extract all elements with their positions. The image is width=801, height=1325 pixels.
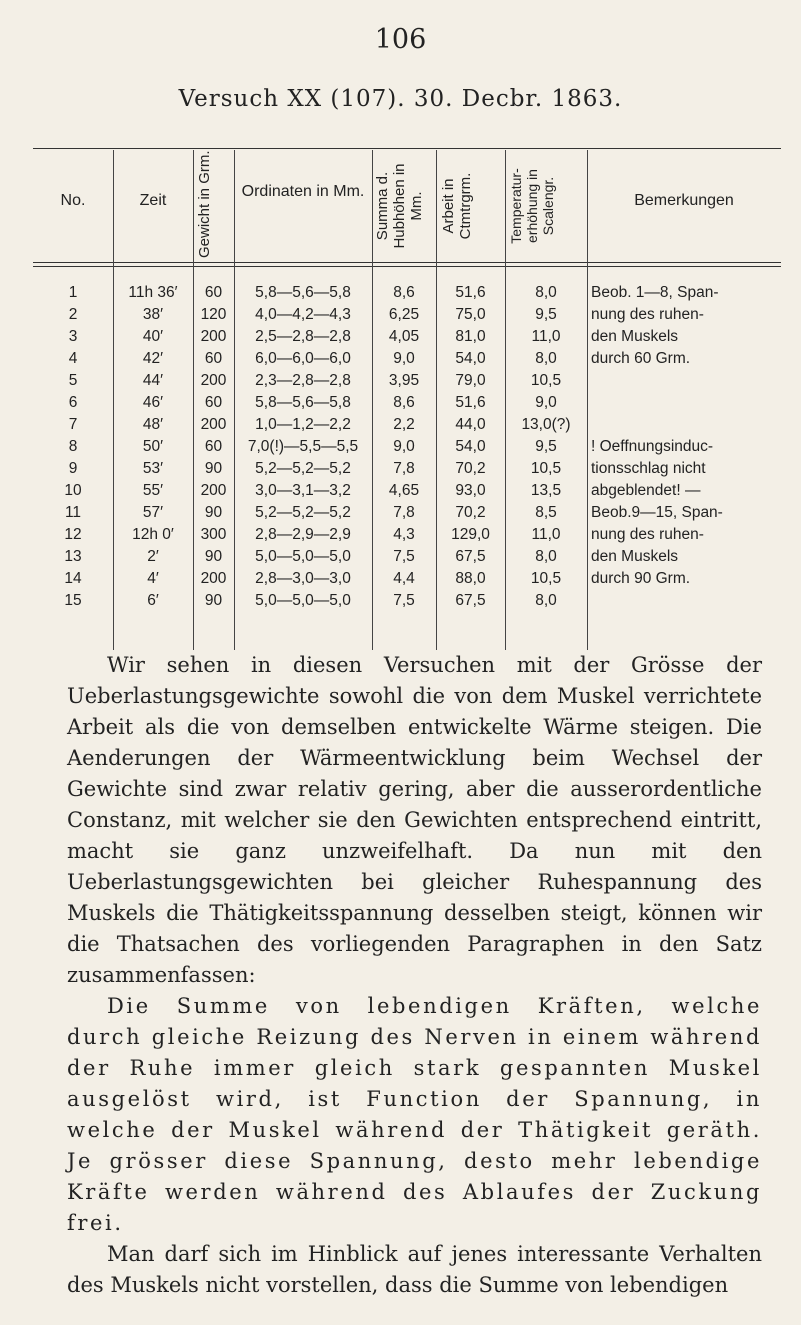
cell-temp: 8,0 [535, 548, 557, 565]
cell-gewicht: 60 [204, 394, 223, 411]
remark-line: tionsschlag nicht [591, 460, 706, 477]
cell-gewicht: 60 [204, 350, 223, 367]
cell-arbeit: 129,0 [451, 526, 490, 543]
cell-arbeit: 75,0 [455, 306, 486, 323]
cell-gewicht: 200 [200, 570, 227, 587]
cell-summa: 7,5 [393, 592, 415, 609]
cell-temp: 8,0 [535, 284, 557, 301]
cell-no: 9 [68, 460, 78, 477]
header-arbeit: Arbeit in Ctmtrgrm. [440, 172, 474, 240]
remark-line: Beob.9—15, Span- [591, 504, 723, 521]
remark-line: den Muskels [591, 548, 679, 565]
cell-gewicht: 300 [200, 526, 227, 543]
header-summa: Summa d. Hubhöhen in Mm. [374, 163, 425, 249]
header-gewicht: Gewicht in Grm. [196, 150, 213, 258]
cell-gewicht: 90 [204, 504, 223, 521]
remark-line: nung des ruhen- [591, 306, 704, 323]
cell-zeit: 50′ [142, 438, 164, 455]
cell-temp: 8,5 [535, 504, 557, 521]
experiment-title: Versuch XX (107). 30. Decbr. 1863. [178, 86, 623, 112]
cell-no: 10 [64, 482, 82, 499]
remark-line: ! Oeffnungsinduc- [591, 438, 714, 455]
page-number: 106 [374, 24, 427, 55]
header-bemerkungen: Bemerkungen [634, 192, 734, 209]
cell-summa: 7,8 [393, 504, 415, 521]
cell-gewicht: 120 [200, 306, 227, 323]
cell-no: 3 [68, 328, 78, 345]
header-no: No. [60, 192, 86, 209]
remark-line: durch 60 Grm. [591, 350, 691, 367]
cell-zeit: 11h 36′ [128, 284, 178, 301]
cell-summa: 4,05 [388, 328, 420, 345]
cell-gewicht: 200 [200, 482, 227, 499]
cell-zeit: 53′ [142, 460, 164, 477]
body-text [67, 650, 762, 1301]
cell-arbeit: 67,5 [455, 592, 486, 609]
cell-gewicht: 90 [204, 548, 223, 565]
cell-ordinaten: 2,5—2,8—2,8 [255, 328, 351, 345]
remark-line: Beob. 1—8, Span- [591, 284, 719, 301]
cell-temp: 8,0 [535, 350, 557, 367]
cell-summa: 4,3 [393, 526, 415, 543]
cell-no: 14 [64, 570, 82, 587]
cell-summa: 2,2 [393, 416, 415, 433]
cell-zeit: 48′ [142, 416, 164, 433]
column-divider [587, 150, 588, 650]
cell-temp: 11,0 [531, 526, 561, 543]
cell-ordinaten: 2,8—2,9—2,9 [255, 526, 351, 543]
cell-arbeit: 51,6 [455, 394, 486, 411]
cell-summa: 9,0 [393, 438, 415, 455]
cell-arbeit: 81,0 [455, 328, 486, 345]
cell-summa: 8,6 [393, 394, 415, 411]
cell-ordinaten: 6,0—6,0—6,0 [255, 350, 351, 367]
cell-summa: 7,8 [393, 460, 415, 477]
cell-ordinaten: 5,2—5,2—5,2 [255, 504, 351, 521]
cell-arbeit: 93,0 [455, 482, 486, 499]
header-temperatur: Temperatur-erhöhung in Scalengr. [508, 168, 556, 244]
header-rule [33, 262, 781, 263]
cell-no: 5 [68, 372, 78, 389]
cell-no: 8 [68, 438, 78, 455]
cell-arbeit: 54,0 [455, 350, 486, 367]
cell-gewicht: 200 [200, 328, 227, 345]
cell-ordinaten: 5,8—5,6—5,8 [255, 394, 351, 411]
cell-temp: 9,5 [535, 438, 557, 455]
header-rule-double [33, 266, 781, 267]
cell-no: 15 [64, 592, 82, 609]
cell-gewicht: 60 [204, 284, 223, 301]
cell-temp: 10,5 [530, 372, 562, 389]
remark-line: nung des ruhen- [591, 526, 704, 543]
cell-temp: 9,5 [535, 306, 557, 323]
paragraph-emphasized: Die Summe von lebendigen Kräften, welche durch gleiche Reizung des Nerven in einem während der Ruhe immer gleich stark gespannten Muskel ausgelöst wird, ist Function der Spannung, in welche der Muskel während der Thätigkeit geräth. Je grösser diese Spannung, desto mehr lebendige Kräfte werden während des Ablaufes der Zuckung frei. [67, 994, 762, 1235]
cell-summa: 4,4 [393, 570, 415, 587]
cell-gewicht: 90 [204, 460, 223, 477]
header-zeit: Zeit [139, 192, 167, 209]
cell-summa: 4,65 [388, 482, 420, 499]
table-top-rule [33, 148, 781, 149]
cell-zeit: 44′ [142, 372, 164, 389]
cell-temp: 8,0 [535, 592, 557, 609]
cell-no: 2 [68, 306, 78, 323]
cell-ordinaten: 5,8—5,6—5,8 [255, 284, 351, 301]
cell-zeit: 42′ [142, 350, 164, 367]
cell-ordinaten: 1,0—1,2—2,2 [255, 416, 351, 433]
cell-temp: 11,0 [531, 328, 561, 345]
cell-ordinaten: 3,0—3,1—3,2 [255, 482, 351, 499]
cell-no: 7 [68, 416, 78, 433]
cell-summa: 9,0 [393, 350, 415, 367]
cell-zeit: 46′ [142, 394, 164, 411]
cell-gewicht: 60 [204, 438, 223, 455]
cell-arbeit: 70,2 [455, 504, 486, 521]
cell-gewicht: 200 [200, 372, 227, 389]
cell-zeit: 12h 0′ [132, 526, 174, 543]
remark-line: den Muskels [591, 328, 679, 345]
cell-zeit: 57′ [142, 504, 164, 521]
cell-temp: 10,5 [530, 570, 562, 587]
cell-arbeit: 67,5 [455, 548, 486, 565]
cell-ordinaten: 4,0—4,2—4,3 [255, 306, 351, 323]
cell-ordinaten: 7,0(!)—5,5—5,5 [247, 438, 359, 455]
cell-ordinaten: 5,2—5,2—5,2 [255, 460, 351, 477]
cell-zeit: 55′ [142, 482, 164, 499]
cell-no: 1 [68, 284, 78, 301]
remark-line: durch 90 Grm. [591, 570, 691, 587]
cell-temp: 9,0 [535, 394, 557, 411]
cell-zeit: 6′ [147, 592, 159, 609]
cell-summa: 6,25 [388, 306, 420, 323]
cell-temp: 13,0(?) [521, 416, 571, 433]
paragraph: Man darf sich im Hinblick auf jenes interessante Verhalten des Muskels nicht vorstellen, dass die Summe von lebendigen [67, 1242, 762, 1297]
paragraph: Wir sehen in diesen Versuchen mit der Grösse der Ueberlastungsgewichte sowohl die von dem Muskel verrichtete Arbeit als die von demselben entwickelte Wärme steigen. Die Aenderungen der Wärmeentwicklung beim Wechsel der Gewichte sind zwar relativ gering, aber die ausserordentliche Constanz, mit welcher sie den Gewichten entsprechend eintritt, macht sie ganz unzweifelhaft. Da nun mit den Ueberlastungsgewichten bei gleicher Ruhespannung des Muskels die Thätigkeitsspannung desselben steigt, können wir die Thatsachen des vorliegenden Paragraphen in den Satz zusammenfassen: [67, 653, 762, 987]
cell-arbeit: 54,0 [455, 438, 486, 455]
cell-ordinaten: 5,0—5,0—5,0 [255, 548, 351, 565]
cell-no: 6 [68, 394, 78, 411]
cell-arbeit: 70,2 [455, 460, 486, 477]
cell-zeit: 2′ [147, 548, 159, 565]
cell-zeit: 38′ [142, 306, 164, 323]
cell-no: 11 [64, 504, 82, 521]
cell-no: 13 [64, 548, 82, 565]
remark-line: abgeblendet! — [591, 482, 701, 499]
cell-zeit: 4′ [147, 570, 159, 587]
cell-arbeit: 88,0 [455, 570, 486, 587]
cell-gewicht: 90 [204, 592, 223, 609]
cell-summa: 8,6 [393, 284, 415, 301]
cell-ordinaten: 5,0—5,0—5,0 [255, 592, 351, 609]
cell-gewicht: 200 [200, 416, 227, 433]
cell-arbeit: 44,0 [455, 416, 486, 433]
header-ordinaten: Ordinaten in Mm. [241, 183, 365, 200]
cell-zeit: 40′ [142, 328, 164, 345]
cell-arbeit: 79,0 [455, 372, 486, 389]
cell-summa: 7,5 [393, 548, 415, 565]
cell-no: 4 [68, 350, 78, 367]
cell-arbeit: 51,6 [455, 284, 486, 301]
cell-summa: 3,95 [388, 372, 420, 389]
cell-temp: 10,5 [530, 460, 562, 477]
cell-no: 12 [64, 526, 82, 543]
cell-ordinaten: 2,8—3,0—3,0 [255, 570, 351, 587]
cell-temp: 13,5 [530, 482, 562, 499]
cell-ordinaten: 2,3—2,8—2,8 [255, 372, 351, 389]
